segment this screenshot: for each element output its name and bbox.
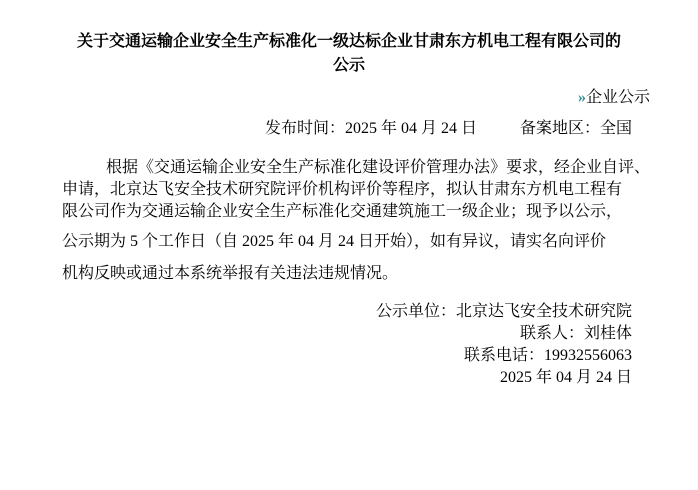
announcement-body: [62, 158, 650, 284]
body-line-5: 机构反映或通过本系统举报有关违法违规情况。: [62, 265, 399, 282]
publish-time-label: 发布时间：2025 年 04 月 24 日: [264, 120, 477, 137]
contact-phone-label: 联系电话：19932556063: [463, 347, 632, 364]
announcement-title-line-1: 关于交通运输企业安全生产标准化一级达标企业甘肃东方机电工程有限公司的: [76, 33, 621, 50]
category-link-label[interactable]: 企业公示: [585, 89, 650, 106]
double-arrow-icon: »: [577, 89, 586, 106]
body-line-3: 限公司作为交通运输企业安全生产标准化交通建筑施工一级企业；现予以公示，: [62, 203, 623, 220]
announcing-unit-label: 公示单位：北京达飞安全技术研究院: [375, 303, 632, 320]
announcement-title-line-2: 公示: [332, 57, 365, 74]
body-line-1: 根据《交通运输企业安全生产标准化建设评价管理办法》要求，经企业自评、: [106, 159, 651, 176]
meta-line: [265, 119, 632, 139]
announcement-title: [40, 30, 658, 78]
record-region-label: 备案地区：全国: [519, 120, 632, 137]
announcement-date-label: 2025 年 04 月 24 日: [499, 369, 632, 386]
body-line-4: 公示期为 5 个工作日（自 2025 年 04 月 24 日开始），如有异议，请实名向评价: [62, 233, 607, 250]
body-line-2: 申请，北京达飞安全技术研究院评价机构评价等程序，拟认甘肃东方机电工程有: [62, 181, 623, 198]
contact-person-label: 联系人：刘桂体: [519, 325, 632, 342]
category-link-enterprise-announcement[interactable]: [578, 88, 650, 108]
announcement-footer: [376, 301, 632, 389]
